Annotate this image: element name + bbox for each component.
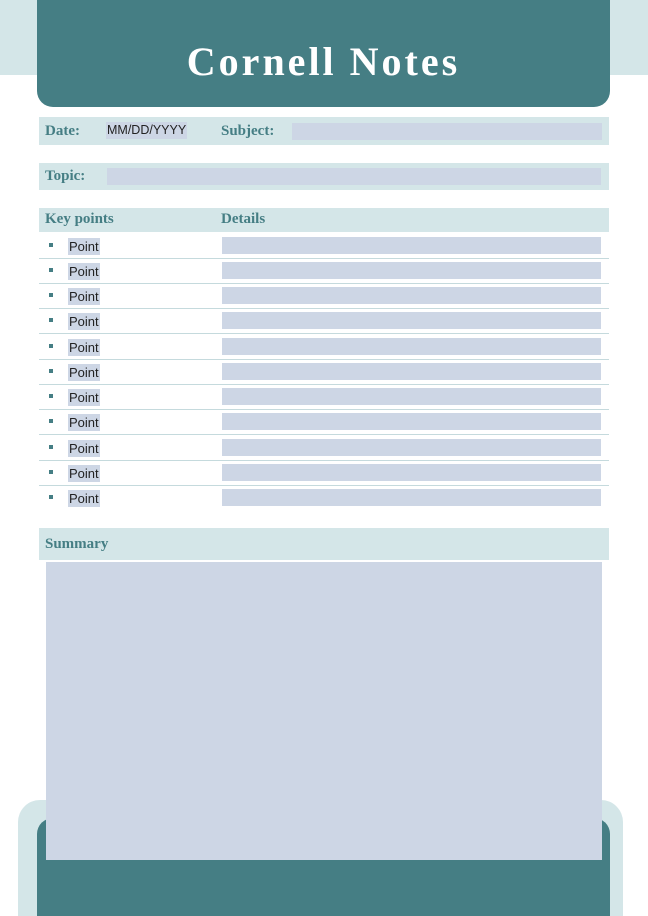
page-title: Cornell Notes bbox=[186, 39, 461, 84]
table-row bbox=[39, 284, 609, 309]
detail-field[interactable] bbox=[222, 413, 601, 430]
topic-bar bbox=[39, 163, 609, 190]
bullet-icon bbox=[49, 268, 53, 272]
bullet-icon bbox=[49, 369, 53, 373]
bullet-icon bbox=[49, 470, 53, 474]
bullet-icon bbox=[49, 318, 53, 322]
detail-field[interactable] bbox=[222, 464, 601, 481]
key-point-field[interactable]: Point bbox=[69, 289, 99, 304]
bullet-icon bbox=[49, 344, 53, 348]
table-row bbox=[39, 461, 609, 486]
detail-field[interactable] bbox=[222, 388, 601, 405]
bullet-icon bbox=[49, 243, 53, 247]
key-point-field[interactable]: Point bbox=[69, 340, 99, 355]
detail-field[interactable] bbox=[222, 262, 601, 279]
detail-field[interactable] bbox=[222, 287, 601, 304]
table-header bbox=[39, 208, 609, 232]
header-banner bbox=[37, 0, 610, 107]
detail-field[interactable] bbox=[222, 489, 601, 506]
date-subject-bar bbox=[39, 117, 609, 145]
summary-header bbox=[39, 528, 609, 560]
table-row bbox=[39, 360, 609, 385]
bullet-icon bbox=[49, 293, 53, 297]
detail-field[interactable] bbox=[222, 237, 601, 254]
date-label: Date: bbox=[45, 123, 80, 139]
bullet-icon bbox=[49, 495, 53, 499]
bullet-icon bbox=[49, 394, 53, 398]
table-row bbox=[39, 486, 609, 511]
key-point-field[interactable]: Point bbox=[69, 365, 99, 380]
details-header: Details bbox=[221, 211, 266, 227]
detail-field[interactable] bbox=[222, 439, 601, 456]
key-point-field[interactable]: Point bbox=[69, 390, 99, 405]
bullet-icon bbox=[49, 445, 53, 449]
key-points-header: Key points bbox=[45, 211, 114, 227]
subject-label: Subject: bbox=[221, 123, 275, 139]
key-point-field[interactable]: Point bbox=[69, 264, 99, 279]
table-row bbox=[39, 234, 609, 259]
bullet-icon bbox=[49, 419, 53, 423]
topic-field[interactable] bbox=[107, 168, 601, 185]
key-point-field[interactable]: Point bbox=[69, 466, 99, 481]
summary-label: Summary bbox=[45, 536, 109, 552]
key-point-field[interactable]: Point bbox=[69, 441, 99, 456]
table-row bbox=[39, 309, 609, 334]
table-row bbox=[39, 410, 609, 435]
topic-label: Topic: bbox=[45, 168, 86, 184]
table-row bbox=[39, 436, 609, 461]
key-point-field[interactable]: Point bbox=[69, 314, 99, 329]
key-point-field[interactable]: Point bbox=[69, 415, 99, 430]
key-point-field[interactable]: Point bbox=[69, 491, 99, 506]
detail-field[interactable] bbox=[222, 338, 601, 355]
table-row bbox=[39, 259, 609, 284]
table-row bbox=[39, 335, 609, 360]
date-field[interactable]: MM/DD/YYYY bbox=[107, 123, 187, 137]
detail-field[interactable] bbox=[222, 312, 601, 329]
subject-field[interactable] bbox=[292, 123, 602, 140]
summary-field[interactable] bbox=[46, 562, 602, 860]
key-point-field[interactable]: Point bbox=[69, 239, 99, 254]
detail-field[interactable] bbox=[222, 363, 601, 380]
table-row bbox=[39, 385, 609, 410]
